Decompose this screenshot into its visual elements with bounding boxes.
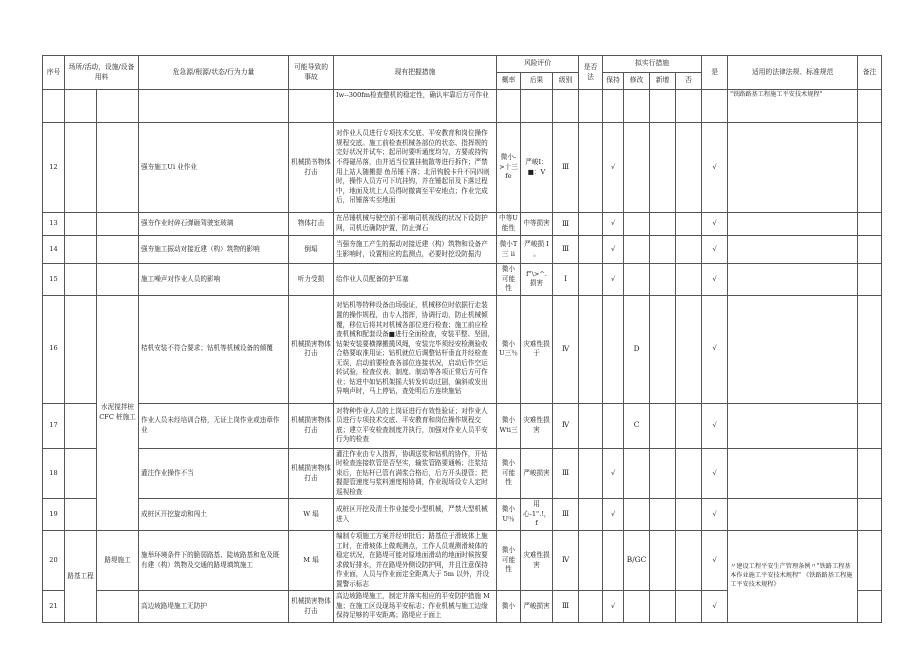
- header-prob: 概率: [497, 73, 521, 90]
- cell-place1: [65, 499, 97, 531]
- cell-place2: [97, 591, 139, 623]
- table-row: [43, 499, 882, 531]
- cell-severity: 用心-1".!，f: [521, 499, 553, 531]
- cell-new: [650, 123, 676, 213]
- cell-accident: 物体打击: [289, 213, 334, 236]
- cell-place2: [97, 90, 139, 123]
- cell-remark: [858, 531, 882, 591]
- cell-remark: [858, 264, 882, 296]
- cell-hazard: 桔机安装不符合要求；钻机等机械设备的倾覆: [139, 295, 289, 403]
- cell-keep: √: [603, 236, 624, 264]
- header-place: 场所/活动，设施/设备用料: [65, 56, 139, 90]
- cell-control: 高边坡路堤施工，制定并落实相应的平安防护措施 M 施；在施工区设现场平安标志；作业机械与施工边缘保持足够的平安距离；路堤应于面上: [334, 591, 497, 623]
- cell-level: Ⅳ: [553, 531, 579, 591]
- cell-accident: 机械损害物体打击: [289, 403, 334, 448]
- cell-remark: [858, 90, 882, 123]
- cell-accident: W 塌: [289, 499, 334, 531]
- cell-seq: 13: [43, 213, 65, 236]
- cell-accident: 机械损书物体打击: [289, 123, 334, 213]
- header-hazard: 危急源/根源/状态/行为力量: [139, 56, 289, 90]
- cell-yes: [676, 236, 702, 264]
- cell-hazard: 高边坡路堤施工无防护: [139, 591, 289, 623]
- cell-place1: [65, 123, 97, 213]
- cell-seq: 18: [43, 448, 65, 499]
- cell-law: [728, 213, 858, 236]
- header-modify: 修改: [624, 73, 650, 90]
- cell-yes: [676, 90, 702, 123]
- cell-hazard: 作业人员未经培训合格，无证上岗作业或违章作业: [139, 403, 289, 448]
- cell-seq: 16: [43, 295, 65, 403]
- cell-yes: [676, 591, 702, 623]
- cell-control: Iw--300fm检查整机的稳定性，确认牢靠后方可作业: [334, 90, 497, 123]
- cell-law: [728, 295, 858, 403]
- cell-severity: 严峻损 I 。: [521, 236, 553, 264]
- cell-control: 对作业人员进行专项技术交底、平安教育和岗位操作规程交底。施工前检查机械各部位的状态、指挥规的完好状况并试车；起吊时要听通度均匀，方要或持钩不得碰吊落，由并适当位置挂梳散等进行拆作；严禁用上站人随搬提 鱼吊锤下落；北吊钩脱卡升不同四则时，操作人员方可下坑挂钩，并在锤起吊及下落过程中，地面及坑上人员得时撤离至平安地点；作业完成后，吊锤落实至地面: [334, 123, 497, 213]
- cell-keep: √: [603, 213, 624, 236]
- cell-yes: [676, 295, 702, 403]
- cell-no: [702, 90, 728, 123]
- header-risk-eval: 风险评价: [497, 56, 579, 73]
- cell-place2: [97, 213, 139, 236]
- cell-yes: [676, 123, 702, 213]
- cell-no: √: [702, 213, 728, 236]
- header-control: 现有把握措施: [334, 56, 497, 90]
- cell-level: Ⅲ: [553, 591, 579, 623]
- cell-place1: 路基工程: [65, 531, 97, 623]
- cell-keep: √: [603, 264, 624, 296]
- cell-keep: √: [603, 448, 624, 499]
- cell-keep: √: [603, 499, 624, 531]
- cell-hazard: 强夯施工振动对接近建（构）筑物的影响: [139, 236, 289, 264]
- cell-place1: [65, 448, 97, 499]
- header-seq: 序号: [43, 56, 65, 90]
- cell-hazard: 强夯施工Ui 业作业: [139, 123, 289, 213]
- cell-hazard: [139, 90, 289, 123]
- cell-new: [650, 448, 676, 499]
- cell-law: [728, 448, 858, 499]
- cell-accident: 机械损害物体打击: [289, 295, 334, 403]
- cell-remark: [858, 403, 882, 448]
- cell-modify: [624, 264, 650, 296]
- cell-modify: B/GC: [624, 531, 650, 591]
- cell-keep: [603, 403, 624, 448]
- header-proposed: 拟实行措施: [603, 56, 702, 73]
- cell-modify: D: [624, 295, 650, 403]
- cell-level: Ⅲ: [553, 236, 579, 264]
- cell-yes: [676, 264, 702, 296]
- cell-new: [650, 90, 676, 123]
- cell-no: √: [702, 448, 728, 499]
- cell-legal: [579, 90, 603, 123]
- cell-legal: [579, 448, 603, 499]
- cell-seq: [43, 90, 65, 123]
- cell-prob: 微小: [497, 591, 521, 623]
- header-row-1: [43, 56, 882, 73]
- cell-hazard: 成桩区开挖旋动和闯土: [139, 499, 289, 531]
- cell-prob: 微小可能性: [497, 448, 521, 499]
- cell-no: √: [702, 295, 728, 403]
- cell-severity: [521, 90, 553, 123]
- cell-level: Ⅲ: [553, 448, 579, 499]
- cell-no: √: [702, 123, 728, 213]
- cell-control: 成桩区开挖及清土作业接受小型机械，严禁大型机械进入: [334, 499, 497, 531]
- cell-law: [728, 236, 858, 264]
- cell-prob: 微小可能性: [497, 531, 521, 591]
- cell-remark: [858, 499, 882, 531]
- cell-legal: [579, 591, 603, 623]
- header-yes: 是: [702, 56, 728, 90]
- cell-modify: [624, 499, 650, 531]
- table-row: [43, 264, 882, 296]
- cell-modify: [624, 591, 650, 623]
- cell-place1: [65, 295, 97, 403]
- cell-place2: [97, 264, 139, 296]
- cell-place2: 路堤施工: [97, 531, 139, 591]
- cell-control: 编制专项施工方案并经审批后；路基位于滑坡体上施工时，在滑坡体上做观测点，工作人员观测滑坡体的稳定状况，在路堤可能对原地面滑动的地面时候按要求做好排水，并在路堤外侧设防护网，并且注意保持作业面，人员与作业面定全距离大于 5m 以外，并设置警示标志: [334, 531, 497, 591]
- cell-hazard: 强夯作业时碎石弹砸驾驶室玻璃: [139, 213, 289, 236]
- cell-accident: [289, 90, 334, 123]
- cell-prob: 微小 U三％: [497, 295, 521, 403]
- cell-severity: 灾难性损于: [521, 295, 553, 403]
- cell-modify: [624, 90, 650, 123]
- cell-severity: 严峻I：■：V: [521, 123, 553, 213]
- cell-severity: 灾难性损害: [521, 403, 553, 448]
- cell-seq: 19: [43, 499, 65, 531]
- cell-place2: 水泥搅拌桩CFC 桩施工: [97, 295, 139, 530]
- cell-control: 给作业人员配备防护耳塞: [334, 264, 497, 296]
- cell-law: [728, 403, 858, 448]
- cell-prob: 微小->十三 fe: [497, 123, 521, 213]
- cell-level: Ⅲ: [553, 213, 579, 236]
- header-severity: 后果: [521, 73, 553, 90]
- cell-accident: M 塌: [289, 531, 334, 591]
- risk-table: [42, 55, 882, 623]
- cell-legal: [579, 403, 603, 448]
- cell-legal: [579, 264, 603, 296]
- cell-place1: [65, 403, 97, 448]
- cell-legal: [579, 295, 603, 403]
- cell-severity: 严峻损害: [521, 448, 553, 499]
- header-accident: 可能导致的事故: [289, 56, 334, 90]
- cell-control: 对特种作业人员的上岗证进行有效性验证；对作业人员进行专项技术交底、平安教育和岗位操作规程交底；建立平安检查制度并执行，加强对作业人员平安行为的检查: [334, 403, 497, 448]
- cell-keep: [603, 531, 624, 591]
- cell-accident: 机械损害物体打击: [289, 448, 334, 499]
- cell-no: √: [702, 531, 728, 591]
- cell-prob: 中等U能性: [497, 213, 521, 236]
- cell-place1: [65, 264, 97, 296]
- cell-place1: [65, 213, 97, 236]
- cell-legal: [579, 123, 603, 213]
- cell-control: 当强夯施工产生的振动对接近建（构）筑物和设备产生影响时，设置相应的监测点，必要时挖设防振沟: [334, 236, 497, 264]
- cell-level: [553, 90, 579, 123]
- cell-yes: [676, 499, 702, 531]
- cell-modify: [624, 123, 650, 213]
- cell-remark: [858, 123, 882, 213]
- cell-level: Ⅲ: [553, 123, 579, 213]
- cell-yes: [676, 403, 702, 448]
- cell-modify: C: [624, 403, 650, 448]
- cell-place2: [97, 236, 139, 264]
- cell-accident: 听力受损: [289, 264, 334, 296]
- cell-remark: [858, 295, 882, 403]
- table-row: [43, 448, 882, 499]
- header-keep: 保持: [603, 73, 624, 90]
- cell-yes: [676, 531, 702, 591]
- table-row: [43, 236, 882, 264]
- cell-law: "铁路路基工程施工平安技术规程": [728, 90, 858, 123]
- cell-no: √: [702, 499, 728, 531]
- cell-seq: 12: [43, 123, 65, 213]
- cell-legal: [579, 531, 603, 591]
- cell-new: [650, 531, 676, 591]
- cell-new: [650, 403, 676, 448]
- cell-no: √: [702, 591, 728, 623]
- cell-seq: 14: [43, 236, 65, 264]
- cell-severity: f"\>^.损害: [521, 264, 553, 296]
- cell-yes: [676, 448, 702, 499]
- cell-hazard: 灌注作业操作不当: [139, 448, 289, 499]
- cell-law: [728, 123, 858, 213]
- cell-control: 对钻机等特种设备由场验证，机械移位时依据行走装置的操作规程，由专人指挥，协调行动，防止机械倾覆，移位后将其对机械各部位进行检查；施工前应检查机械和配套设备■进行全面检查，安装平整、坚固，钻架安装要横撑搬揽风绳，安装完毕须经安检测验收合格要取准用证；钻机就位后调整钻杆垂直并经检查无误，启动前要检查各部位连接状况，启动后作空运转试验，检查仪表、制度、制动等各项正常后方可作业；钻进中如钻机架摇大转发转动过剧，偏斜或发出异响声时，马上停钻，查处明后方连续施钻: [334, 295, 497, 403]
- cell-keep: √: [603, 591, 624, 623]
- cell-prob: 微小U％: [497, 499, 521, 531]
- cell-remark: [858, 448, 882, 499]
- cell-remark: [858, 213, 882, 236]
- cell-seq: 21: [43, 591, 65, 623]
- cell-accident: 机械损害物体打击: [289, 591, 334, 623]
- table-row: [43, 403, 882, 448]
- cell-new: [650, 213, 676, 236]
- cell-law: [728, 264, 858, 296]
- cell-modify: [624, 236, 650, 264]
- cell-prob: 微小可能性: [497, 264, 521, 296]
- cell-hazard: 施工噪声对作业人员的影响: [139, 264, 289, 296]
- header-no: 否: [676, 73, 702, 90]
- cell-legal: [579, 499, 603, 531]
- header-law: 适用的法律法规、标准规范: [728, 56, 858, 90]
- cell-legal: [579, 236, 603, 264]
- cell-keep: [603, 90, 624, 123]
- cell-control: 在吊锤机械与驶空前不影响司机视线的状况下设防护网，司机近确防护置，防止弹石: [334, 213, 497, 236]
- cell-severity: 中等损害: [521, 213, 553, 236]
- cell-new: [650, 499, 676, 531]
- cell-law: 〃建设工程平安生产管理条例〃"铁路工程基本作业施工平安技术规程" 《铁路路基工程施工平安技术规程》: [728, 531, 858, 623]
- header-remark: 备注: [858, 56, 882, 90]
- cell-level: I: [553, 264, 579, 296]
- cell-severity: 灾难性损害: [521, 531, 553, 591]
- cell-prob: 微小T三 ii: [497, 236, 521, 264]
- cell-accident: 倒塌: [289, 236, 334, 264]
- cell-control: 灌注作业由专人指挥，协调送浆和钻机的协作，开钻时检查连接软管是否坚实，输浆管路要通畅；注浆结束后，在钻杆已管有满浆合格后，后方开头提管；把握提管速度与浆料速度相协调，作业现场设专人定时巡视检查: [334, 448, 497, 499]
- cell-no: √: [702, 264, 728, 296]
- cell-yes: [676, 213, 702, 236]
- header-new: 新增: [650, 73, 676, 90]
- table-row: [43, 90, 882, 123]
- cell-prob: 微小Wti三: [497, 403, 521, 448]
- cell-hazard: 施举环境条件下的脆弱路基、陡坡路基和危及既有建（构）筑物及交通的路堤填筑施工: [139, 531, 289, 591]
- table-row: [43, 213, 882, 236]
- table-row: [43, 123, 882, 213]
- cell-level: Ⅳ: [553, 403, 579, 448]
- cell-legal: [579, 213, 603, 236]
- cell-prob: [497, 90, 521, 123]
- cell-law: [728, 499, 858, 531]
- cell-new: [650, 264, 676, 296]
- cell-level: Ⅳ: [553, 295, 579, 403]
- cell-modify: [624, 448, 650, 499]
- cell-place1: [65, 90, 97, 123]
- cell-modify: [624, 213, 650, 236]
- cell-seq: 17: [43, 403, 65, 448]
- cell-no: √: [702, 403, 728, 448]
- risk-assessment-sheet: [42, 55, 882, 623]
- cell-severity: 严峻损害: [521, 591, 553, 623]
- cell-new: [650, 236, 676, 264]
- cell-place2: [97, 123, 139, 213]
- cell-new: [650, 295, 676, 403]
- cell-keep: [603, 295, 624, 403]
- cell-level: Ⅲ: [553, 499, 579, 531]
- cell-remark: [858, 591, 882, 623]
- cell-seq: 15: [43, 264, 65, 296]
- cell-remark: [858, 236, 882, 264]
- cell-keep: √: [603, 123, 624, 213]
- cell-new: [650, 591, 676, 623]
- cell-no: √: [702, 236, 728, 264]
- header-level: 级别: [553, 73, 579, 90]
- table-row: [43, 531, 882, 591]
- header-legal: 是否法: [579, 56, 603, 90]
- table-row: [43, 295, 882, 403]
- cell-place1: [65, 236, 97, 264]
- cell-seq: 20: [43, 531, 65, 591]
